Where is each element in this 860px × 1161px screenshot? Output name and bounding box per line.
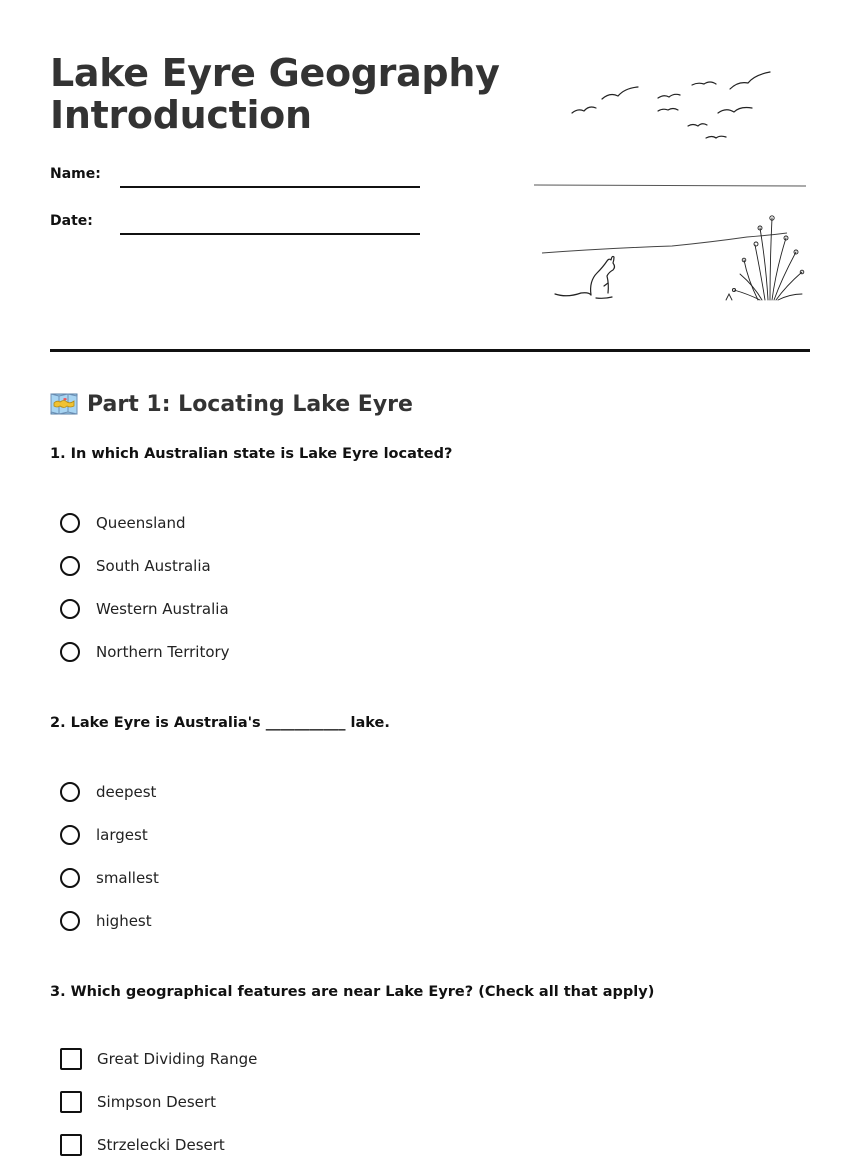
radio-button[interactable] (60, 911, 80, 931)
option-label: smallest (96, 869, 159, 887)
radio-button[interactable] (60, 642, 80, 662)
title-line-2: Introduction (50, 93, 312, 137)
radio-button[interactable] (60, 599, 80, 619)
question-1: 1. In which Australian state is Lake Eyre located? (50, 446, 453, 462)
checkbox[interactable] (60, 1134, 82, 1156)
date-label: Date: (50, 213, 93, 229)
birds-icon (572, 72, 770, 138)
section-divider (50, 349, 810, 352)
q2-option-smallest[interactable] (60, 865, 159, 891)
date-line[interactable] (120, 233, 420, 235)
question-3: 3. Which geographical features are near Lake Eyre? (Check all that apply) (50, 984, 655, 1000)
title-line-1: Lake Eyre Geography (50, 51, 500, 95)
date-field[interactable] (50, 213, 420, 243)
radio-button[interactable] (60, 513, 80, 533)
name-label: Name: (50, 166, 101, 182)
option-label: Queensland (96, 514, 186, 532)
checkbox[interactable] (60, 1048, 82, 1070)
map-icon (50, 391, 78, 417)
part-1-heading (50, 388, 413, 420)
q3-option-simpson-desert[interactable] (60, 1089, 216, 1115)
q3-option-strzelecki-desert[interactable] (60, 1132, 225, 1158)
option-label: Great Dividing Range (97, 1050, 258, 1068)
kangaroo-icon (555, 256, 615, 298)
q1-option-queensland[interactable] (60, 510, 185, 536)
option-label: largest (96, 826, 148, 844)
option-label: Strzelecki Desert (97, 1136, 225, 1154)
radio-button[interactable] (60, 825, 80, 845)
radio-button[interactable] (60, 782, 80, 802)
option-label: Simpson Desert (97, 1093, 216, 1111)
option-label: deepest (96, 783, 157, 801)
q1-option-south-australia[interactable] (60, 553, 211, 579)
q1-option-northern-territory[interactable] (60, 639, 230, 665)
radio-button[interactable] (60, 868, 80, 888)
checkbox[interactable] (60, 1091, 82, 1113)
option-label: highest (96, 912, 152, 930)
outback-illustration (530, 60, 810, 310)
option-label: Northern Territory (96, 643, 230, 661)
q2-option-largest[interactable] (60, 822, 148, 848)
grass-tussock-icon (726, 216, 804, 300)
ground-line (542, 233, 787, 253)
name-line[interactable] (120, 186, 420, 188)
page-title (50, 52, 520, 136)
radio-button[interactable] (60, 556, 80, 576)
option-label: Western Australia (96, 600, 229, 618)
horizon-line (534, 185, 806, 186)
q3-option-great-dividing-range[interactable] (60, 1046, 257, 1072)
q1-option-western-australia[interactable] (60, 596, 229, 622)
name-field[interactable] (50, 166, 420, 196)
option-label: South Australia (96, 557, 211, 575)
q2-option-highest[interactable] (60, 908, 152, 934)
part-1-heading-text: Part 1: Locating Lake Eyre (87, 391, 413, 417)
q2-option-deepest[interactable] (60, 779, 156, 805)
question-2: 2. Lake Eyre is Australia's ___________ lake. (50, 715, 390, 731)
